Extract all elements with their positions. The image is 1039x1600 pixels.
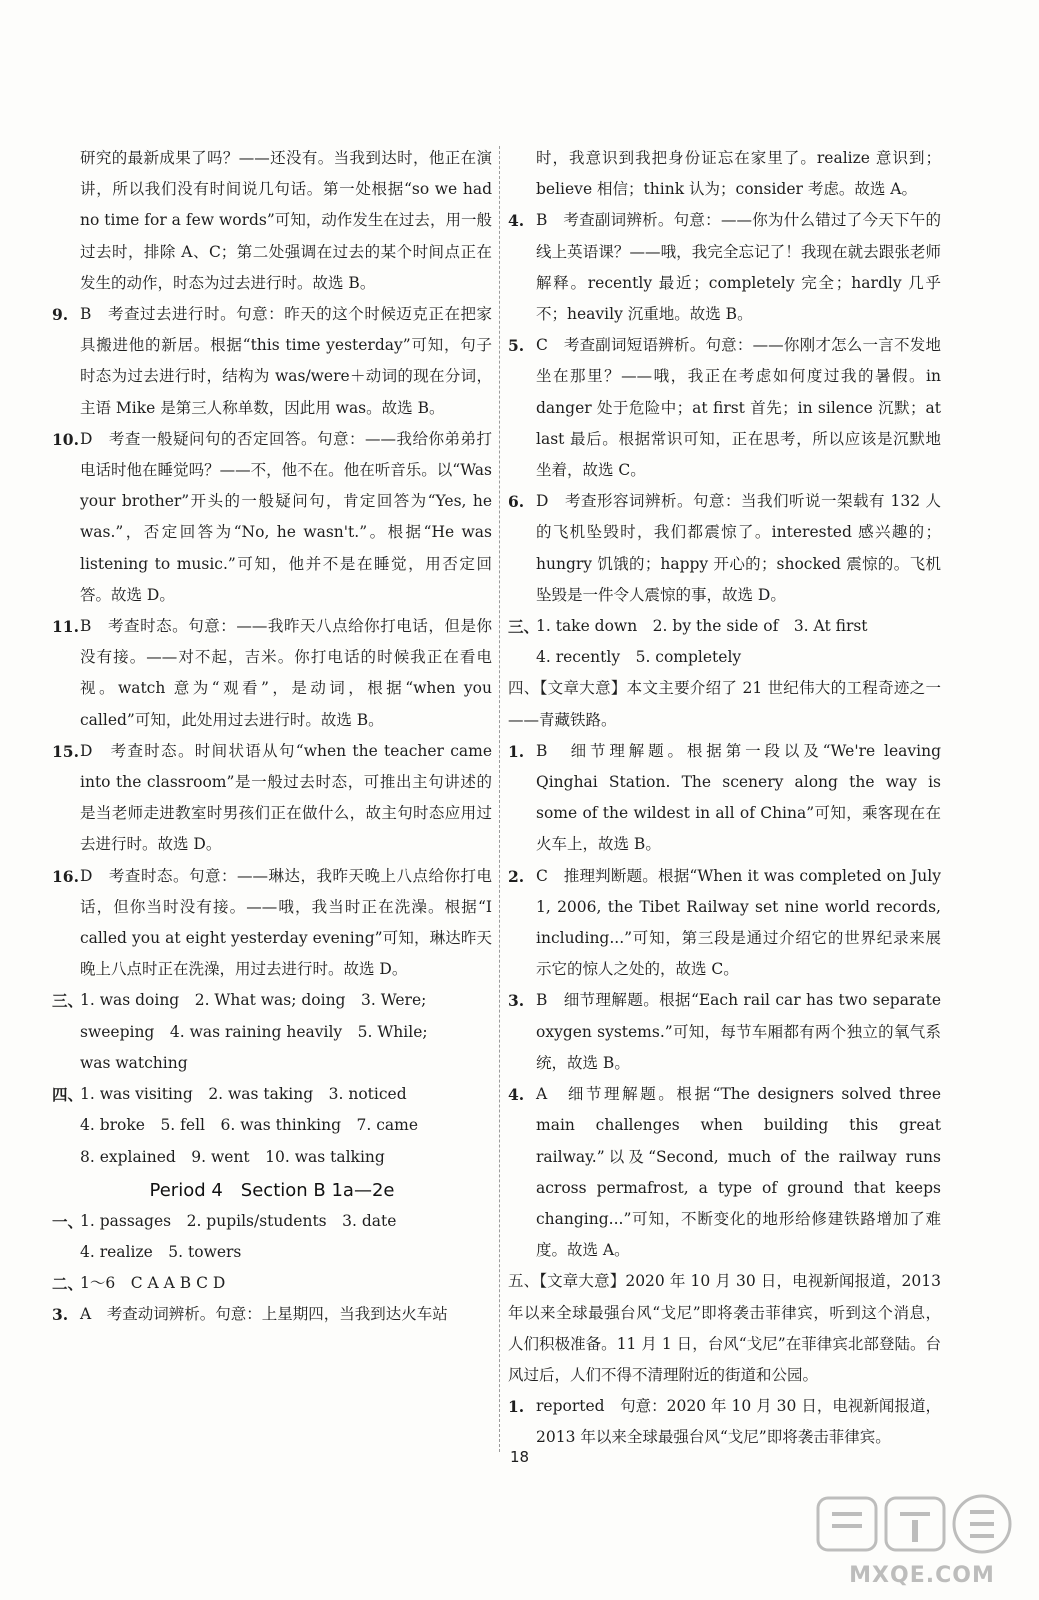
reading-item-3 (508, 985, 941, 1079)
item-text: B 考查过去进行时。句意：昨天的这个时候迈克正在把家具搬进他的新居。根据“this time yesterday”可知，句子时态为过去进行时，结构为 was/were＋动词的现在分词，主语 Mike 是第三人称单数，因此用 was。故选 B。 (80, 305, 492, 417)
answer-row: was watching (80, 1053, 188, 1072)
section-5-summary: 五、【文章大意】2020 年 10 月 30 日，电视新闻报道，2013 年以来全球最强台风“戈尼”即将袭击菲律宾，听到这个消息，人们积极准备。11 月 1 日，台风“戈尼”在菲律宾北部登陆。台风过后，人们不得不清理附近的街道和公园。 (508, 1272, 941, 1384)
item-text: A 细节理解题。根据“The designers solved three main challenges when building this great railway.”以及“Second, much of the railway runs across permafrost, a type of ground that keeps changing...”可知，不断变化的地形给修建铁路增加了难度。故选 A。 (536, 1085, 941, 1260)
item-text: D 考查时态。句意：——琳达，我昨天晚上八点给你打电话，但你当时没有接。——哦，我当时正在洗澡。根据“I called you at eight yesterday evening”可知，琳达昨天晚上八点时正在洗澡，用过去进行时。故选 D。 (80, 866, 492, 979)
period-heading: Period 4 Section B 1a—2e (149, 1179, 395, 1201)
item-number: 16. (52, 866, 79, 886)
item-text: B 考查副词辨析。句意：——你为什么错过了今天下午的线上英语课？——哦，我完全忘记了！我现在就去跟张老师解释。recently 最近；completely 完全；hardly 几乎不；heavily 沉重地。故选 B。 (536, 211, 941, 324)
item-number: 1. (508, 1397, 525, 1417)
item-text: C 考查副词短语辨析。句意：——你刚才怎么一言不发地坐在那里？——哦，我正在考虑如何度过我的暑假。in danger 处于危险中；at first 首先；in silence 沉默；at last 最后。根据常识可知，正在思考，所以应该是沉默地坐着，故选 C。 (536, 336, 941, 480)
section-label: 一、 (52, 1211, 84, 1231)
item-text: B 考查时态。句意：——我昨天八点给你打电话，但是你没有接。——对不起，吉米。你打电话的时候我正在看电视。watch 意为“观看”，是动词，根据“when you called”可知，此处用过去进行时。故选 B。 (80, 617, 492, 729)
answer-row: 1. was doing 2. What was; doing 3. Were; (80, 991, 427, 1010)
reading-item-4 (508, 1079, 941, 1266)
right-column (508, 143, 941, 1454)
page-number: 18 (509, 1448, 530, 1466)
item-number: 2. (508, 866, 525, 886)
answer-item-4 (508, 205, 941, 330)
item-number: 5. (508, 336, 525, 356)
watermark-text: MXQE.COM (849, 1563, 995, 1588)
answer-item-3 (52, 1299, 492, 1330)
section-label: 四、 (52, 1085, 84, 1105)
item-number: 3. (508, 991, 525, 1011)
item-number: 4. (508, 1085, 525, 1105)
section-3-answers (52, 985, 492, 1079)
item-text: A 考查动词辨析。句意：上星期四，当我到达火车站 (80, 1305, 448, 1324)
answer-item-9 (52, 299, 492, 424)
fill-item-1 (508, 1391, 941, 1453)
item-number: 3. (52, 1305, 69, 1325)
section-4-answers (52, 1079, 492, 1173)
item-text: B 细节理解题。根据第一段以及“We're leaving Qinghai Station. The scenery along the way is some of the wildest in all of China”可知，乘客现在在火车上，故选 B。 (536, 741, 941, 854)
continued-paragraph: 时，我意识到我把身份证忘在家里了。realize 意识到；believe 相信；think 认为；consider 考虑。故选 A。 (536, 149, 941, 199)
item-number: 15. (52, 741, 79, 761)
reading-item-2 (508, 861, 941, 986)
answer-row: 1. was visiting 2. was taking 3. noticed (80, 1085, 407, 1104)
column-divider (499, 146, 500, 1452)
answer-row: 4. realize 5. towers (80, 1242, 242, 1261)
item-number: 4. (508, 211, 525, 231)
answer-row: 1. take down 2. by the side of 3. At first (536, 617, 868, 636)
continued-paragraph: 研究的最新成果了吗？——还没有。当我到达时，他正在演讲，所以我们没有时间说几句话。第一处根据“so we had no time for a few words”可知，动作发生在过去，用一般过去时，排除 A、C；第二处强调在过去的某个时间点正在发生的动作，时态为过去进行时。故选 B。 (80, 149, 492, 292)
watermark-logo (812, 1492, 1032, 1592)
section-label: 二、 (52, 1274, 84, 1294)
item-text: D 考查一般疑问句的否定回答。句意：——我给你弟弟打电话时他在睡觉吗？——不，他不在。他在听音乐。以“Was your brother”开头的一般疑问句，肯定回答为“Yes, he was.”，否定回答为“No, he wasn't.”。根据“He was listening to music.”可知，他并不是在睡觉，用否定回答。故选 D。 (80, 429, 492, 604)
section-label: 三、 (52, 991, 84, 1011)
left-column (52, 143, 492, 1331)
item-text: D 考查时态。时间状语从句“when the teacher came into the classroom”是一般过去时态，可推出主句讲述的是当老师走进教室时男孩们正在做什么，故主句时态应用过去进行时。故选 D。 (80, 741, 492, 854)
section-4-summary: 四、【文章大意】本文主要介绍了 21 世纪伟大的工程奇迹之一——青藏铁路。 (508, 679, 941, 729)
answer-item-11 (52, 611, 492, 736)
section-3-answers (508, 611, 941, 673)
item-number: 6. (508, 492, 525, 512)
answer-row: 4. broke 5. fell 6. was thinking 7. came (80, 1116, 419, 1135)
item-text: C 推理判断题。根据“When it was completed on July 1, 2006, the Tibet Railway set nine world records, including...”可知，第三段是通过介绍它的世界纪录来展示它的惊人之处的，故选 C。 (536, 866, 941, 979)
answer-item-16 (52, 861, 492, 986)
answer-item-6 (508, 486, 941, 611)
answer-row: 1～6 C A A B C D (80, 1274, 226, 1293)
item-number: 11. (52, 617, 79, 637)
section-label: 三、 (508, 617, 540, 637)
answer-row: 8. explained 9. went 10. was talking (80, 1147, 385, 1166)
item-text: B 细节理解题。根据“Each rail car has two separate oxygen systems.”可知，每节车厢都有两个独立的氧气系统，故选 B。 (536, 991, 941, 1072)
answer-row: sweeping 4. was raining heavily 5. While; (80, 1022, 428, 1041)
answer-item-5 (508, 330, 941, 486)
item-number: 9. (52, 305, 69, 325)
item-number: 1. (508, 741, 525, 761)
item-number: 10. (52, 429, 79, 449)
reading-item-1 (508, 736, 941, 861)
p4-section-2-answers (52, 1268, 492, 1299)
p4-section-1-answers (52, 1206, 492, 1268)
answer-row: 4. recently 5. completely (536, 648, 742, 667)
answer-item-15 (52, 736, 492, 861)
answer-row: 1. passages 2. pupils/students 3. date (80, 1211, 397, 1230)
item-text: reported 句意：2020 年 10 月 30 日，电视新闻报道，2013 年以来全球最强台风“戈尼”即将袭击菲律宾。 (536, 1397, 941, 1447)
item-text: D 考查形容词辨析。句意：当我们听说一架载有 132 人的飞机坠毁时，我们都震惊了。interested 感兴趣的；hungry 饥饿的；happy 开心的；shocked 震惊的。飞机坠毁是一件令人震惊的事，故选 D。 (536, 492, 941, 604)
answer-item-10 (52, 424, 492, 611)
